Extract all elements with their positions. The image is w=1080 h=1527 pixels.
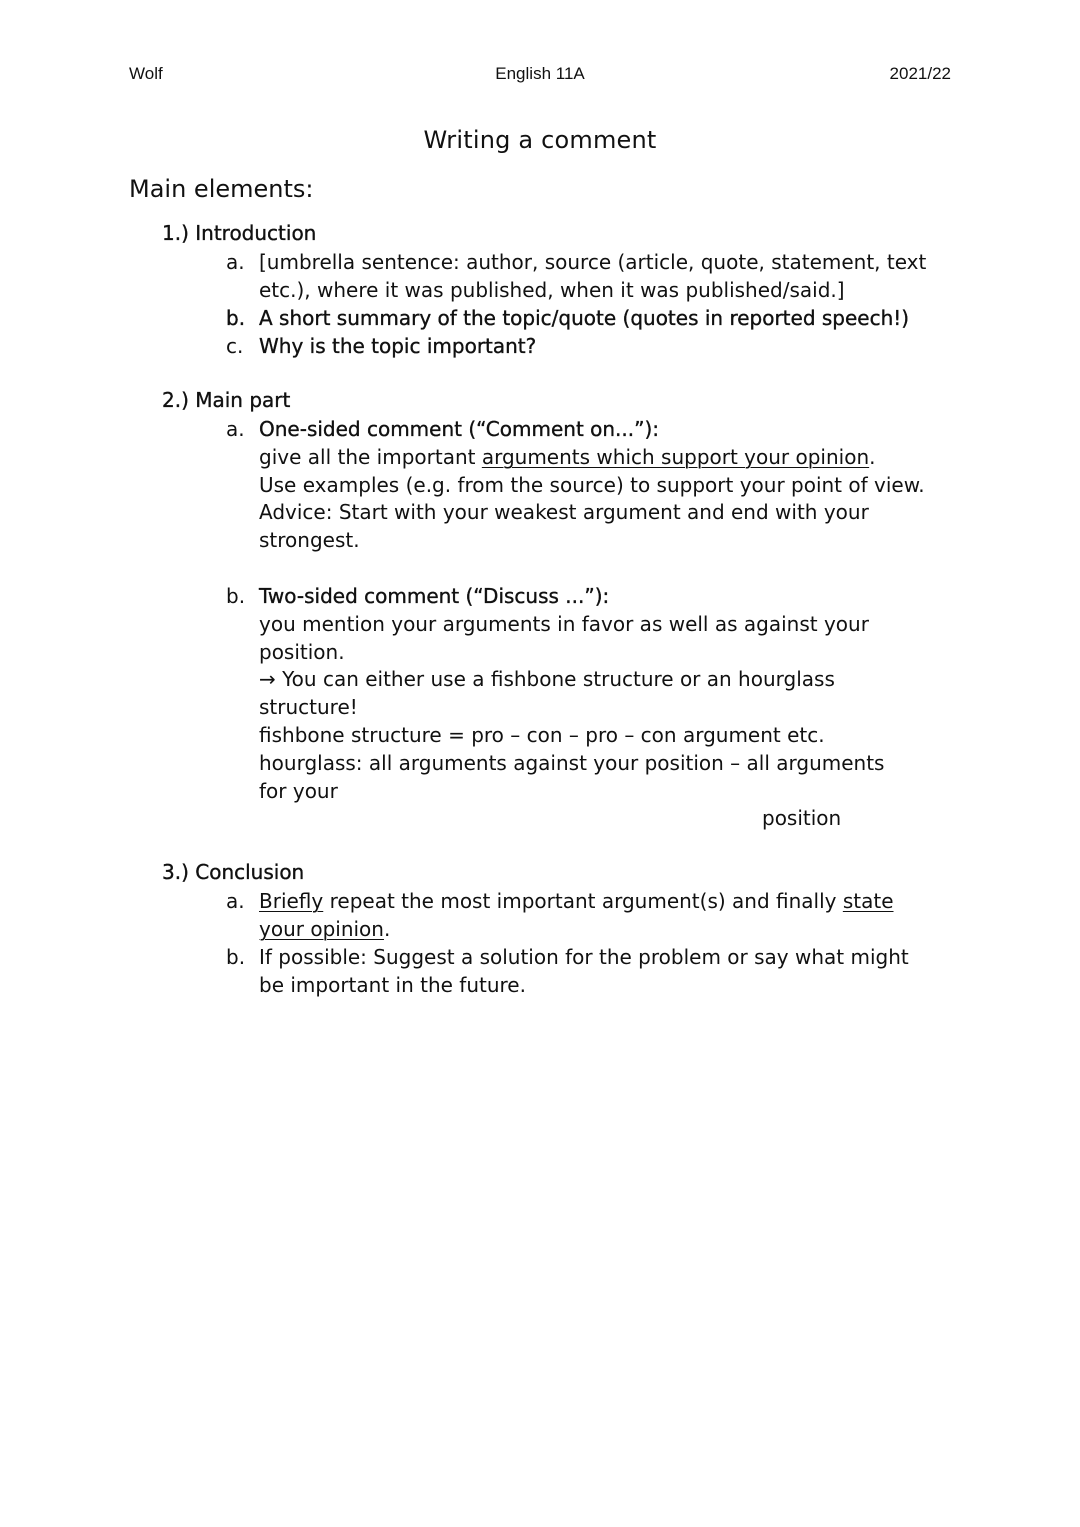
- list-label: a.: [226, 250, 245, 274]
- conclusion-b-line: If possible: Suggest a solution for the problem or say what might: [259, 945, 909, 969]
- underlined-text: your opinion: [259, 916, 384, 941]
- introduction-b-text: A short summary of the topic/quote (quotes in reported speech!): [259, 306, 910, 330]
- page-title: Writing a comment: [423, 126, 657, 154]
- main-part-b-position: position: [762, 806, 842, 830]
- underlined-text: Briefly: [259, 889, 324, 913]
- main-part-item-a: [226, 416, 946, 555]
- conclusion-item-a: [226, 888, 946, 944]
- list-label: a.: [226, 889, 245, 913]
- conclusion-heading: 3.) Conclusion: [162, 860, 305, 884]
- main-part-a-line: Use examples (e.g. from the source) to support your point of view.: [259, 472, 925, 497]
- introduction-a-line: etc.), where it was published, when it was published/said.]: [259, 277, 845, 302]
- conclusion-a-line: [259, 916, 946, 944]
- text-run: give all the important: [259, 444, 482, 469]
- introduction-item-b: [226, 305, 946, 333]
- text-run: repeat the most important argument(s) and finally: [323, 889, 843, 913]
- header-year: 2021/22: [889, 64, 951, 83]
- list-label: b.: [226, 584, 246, 608]
- main-part-a-line: strongest.: [259, 528, 360, 553]
- main-part-b-line: position.: [259, 639, 345, 664]
- introduction-item-a: [226, 249, 946, 305]
- conclusion-b-line: be important in the future.: [259, 972, 526, 997]
- text-run: .: [869, 444, 876, 469]
- introduction-a-line: [umbrella sentence: author, source (article, quote, statement, text: [259, 250, 927, 274]
- list-label: b.: [226, 945, 246, 969]
- list-label: b.: [226, 306, 246, 330]
- underlined-text: arguments which support your opinion: [481, 444, 870, 469]
- main-elements-heading: Main elements:: [129, 175, 314, 203]
- two-sided-title: Two-sided comment (“Discuss ...”):: [259, 584, 610, 608]
- conclusion-a-line: [259, 888, 946, 916]
- list-label: a.: [226, 417, 245, 441]
- conclusion-item-b: [226, 944, 946, 1000]
- introduction-heading: 1.) Introduction: [162, 221, 317, 245]
- main-part-b-line: fishbone structure = pro – con – pro – con argument etc.: [259, 722, 825, 747]
- header-author: Wolf: [129, 64, 163, 83]
- one-sided-title: One-sided comment (“Comment on...”):: [259, 417, 660, 441]
- main-part-b-line: for your: [259, 778, 338, 803]
- introduction-item-c: [226, 333, 946, 361]
- text-run: .: [383, 916, 391, 941]
- main-part-item-b: [226, 583, 946, 805]
- main-part-a-line: [259, 444, 946, 472]
- main-part-heading: 2.) Main part: [162, 388, 291, 412]
- main-part-b-line: structure!: [259, 695, 358, 720]
- main-part-b-line: → You can either use a fishbone structure or an hourglass: [259, 667, 835, 692]
- introduction-c-text: Why is the topic important?: [259, 334, 537, 358]
- main-part-a-line: Advice: Start with your weakest argument and end with your: [259, 500, 869, 525]
- main-part-b-line: you mention your arguments in favor as well as against your: [259, 611, 869, 636]
- underlined-text: state: [842, 889, 894, 913]
- list-label: c.: [226, 334, 244, 358]
- main-part-b-line: hourglass: all arguments against your position – all arguments: [259, 750, 885, 775]
- header-course: English 11A: [495, 64, 585, 83]
